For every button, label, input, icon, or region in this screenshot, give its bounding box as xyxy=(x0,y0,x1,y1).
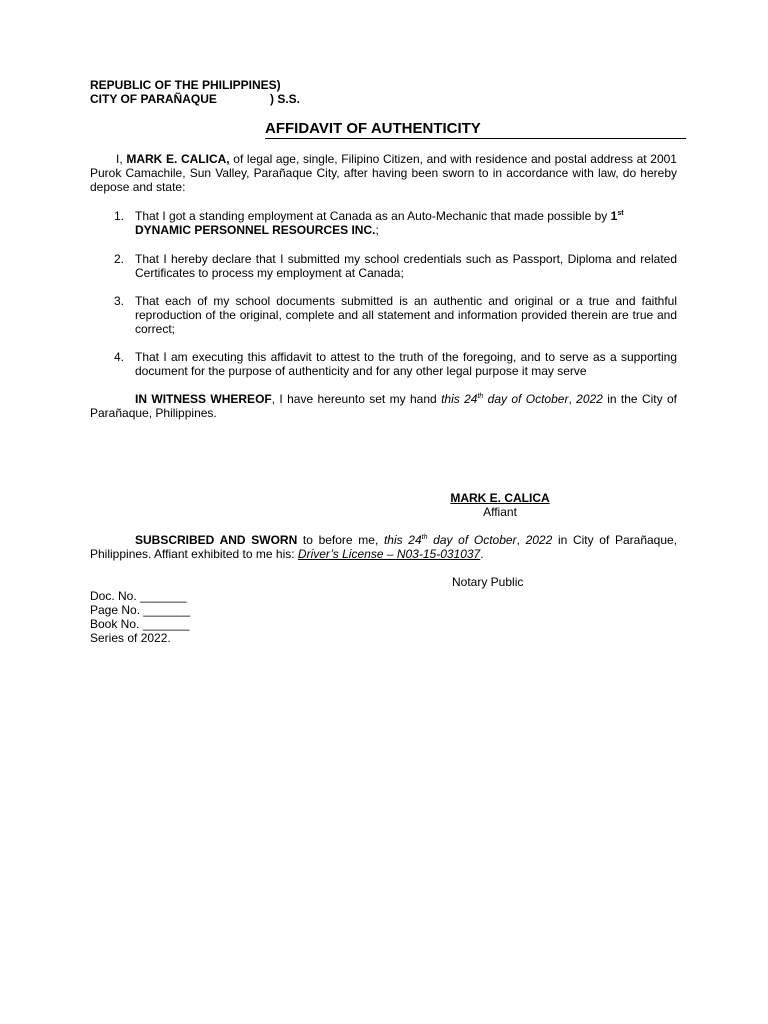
witness-date-month: day of October xyxy=(483,392,569,406)
sworn-place: in City of Parañaque, Philippines. Affiant exhibited to me his: xyxy=(90,533,678,561)
intro-prefix: I, xyxy=(116,152,127,166)
sworn-date-month: day of October xyxy=(427,533,517,547)
document-title-wrap xyxy=(265,120,686,139)
sworn-date-year: 2022 xyxy=(525,533,553,547)
book-number: Book No. _______ xyxy=(90,617,190,631)
intro-paragraph xyxy=(90,152,677,194)
list-item xyxy=(135,209,678,237)
company-name: DYNAMIC PERSONNEL RESOURCES INC. xyxy=(135,223,376,237)
witness-paragraph xyxy=(90,392,677,420)
item-number: 2. xyxy=(113,252,124,266)
item-number: 4. xyxy=(113,350,124,364)
signature-block xyxy=(440,491,560,519)
witness-date-sup: th xyxy=(477,393,484,400)
header-ss: ) S.S. xyxy=(270,92,301,106)
item-text: That I got a standing employment at Canada as an Auto-Mechanic that made possible by xyxy=(135,209,611,223)
sworn-end: . xyxy=(480,547,484,561)
notary-public-label: Notary Public xyxy=(452,575,524,589)
witness-sep: , xyxy=(568,392,577,406)
intro-text: of legal age, single, Filipino Citizen, and with residence and postal address at 2001 Purok Camachile, Sun Valley, Parañaque City, after having been sworn to in accordance with law, do hereby depose and state: xyxy=(90,152,677,194)
witness-date-day: this 24 xyxy=(441,392,478,406)
sworn-sep: , xyxy=(516,533,526,547)
header-city: CITY OF PARAÑAQUE xyxy=(90,92,217,106)
page-number: Page No. _______ xyxy=(90,603,191,617)
list-item: That I am executing this affidavit to attest to the truth of the foregoing, and to serve as a supporting document for the purpose of authenticity and for any other legal purpose it may serve xyxy=(135,350,677,378)
item-end: ; xyxy=(375,223,379,237)
witness-place: in the City of Parañaque, Philippines. xyxy=(90,392,677,420)
sworn-date-day: this 24 xyxy=(383,533,422,547)
list-item: That I hereby declare that I submitted my school credentials such as Passport, Diploma and related Certificates to process my employment at Canada; xyxy=(135,252,677,280)
sworn-paragraph xyxy=(90,533,677,561)
item-superscript: st xyxy=(617,210,624,217)
signature-name: MARK E. CALICA xyxy=(450,491,550,505)
sworn-heading: SUBSCRIBED AND SWORN xyxy=(135,533,298,547)
drivers-license: Driver’s License – N03-15-031037 xyxy=(297,547,481,561)
list-item: That each of my school documents submitted is an authentic and original or a true and faithful reproduction of the original, complete and all statement and information provided therein are true and correct; xyxy=(135,294,677,336)
item-bold-number: 1 xyxy=(610,209,618,223)
signature-role: Affiant xyxy=(483,505,517,519)
series-year: Series of 2022. xyxy=(90,631,171,645)
witness-date-year: 2022 xyxy=(576,392,603,406)
doc-number: Doc. No. _______ xyxy=(90,589,187,603)
witness-heading: IN WITNESS WHEREOF xyxy=(135,392,272,406)
header-republic: REPUBLIC OF THE PHILIPPINES) xyxy=(90,78,281,92)
item-number: 1. xyxy=(113,209,124,223)
witness-text: , I have hereunto set my hand xyxy=(271,392,442,406)
document-title: AFFIDAVIT OF AUTHENTICITY xyxy=(265,120,686,139)
sworn-text: to before me, xyxy=(297,533,384,547)
item-number: 3. xyxy=(113,294,124,308)
affiant-name-inline: MARK E. CALICA, xyxy=(126,152,230,166)
sworn-date-sup: th xyxy=(421,534,428,541)
